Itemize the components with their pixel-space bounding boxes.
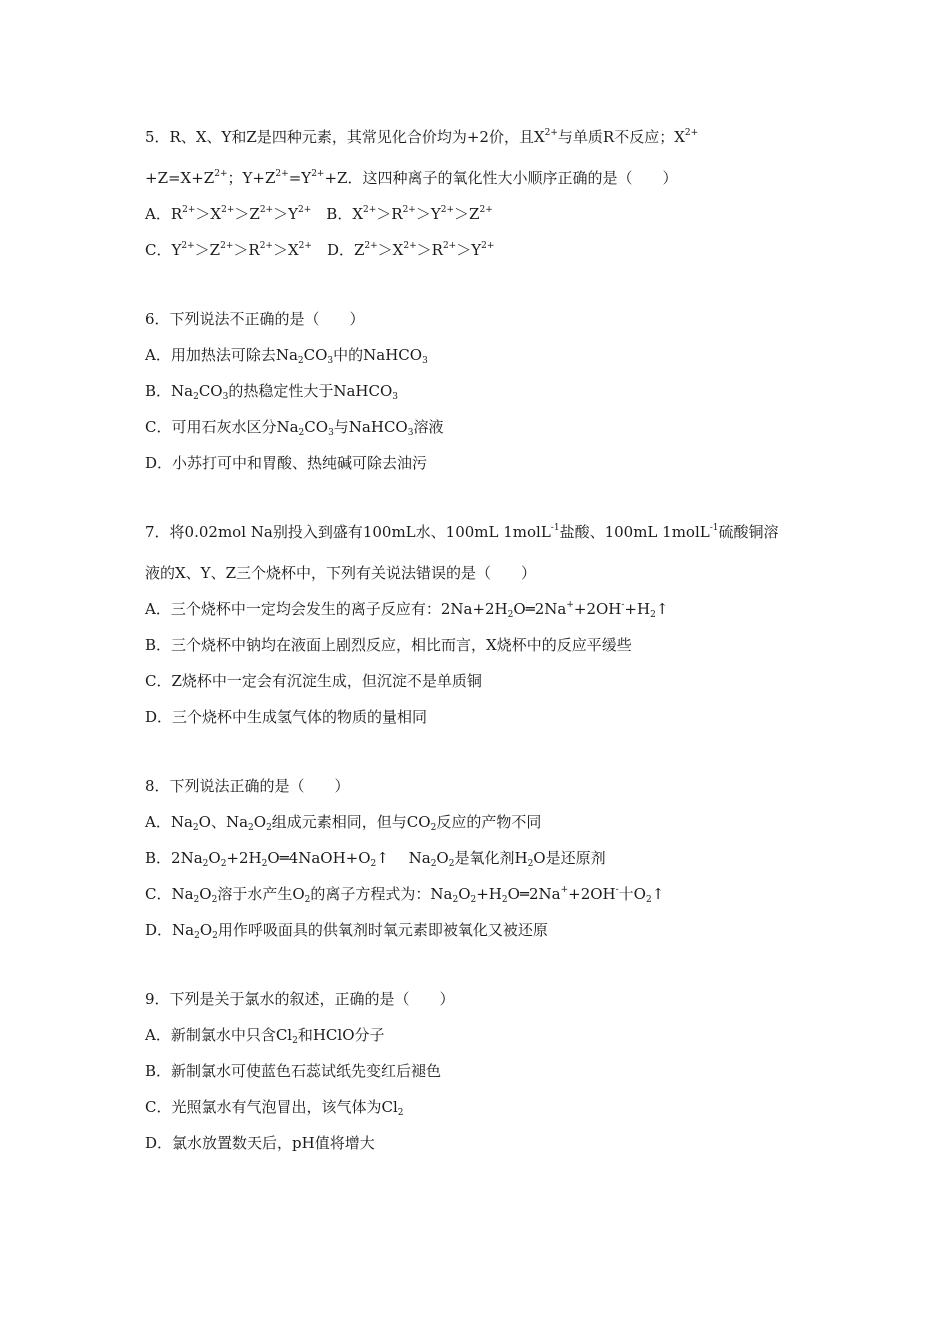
q9-option-a: A．新制氯水中只含$Cl_2$和HClO分子 xyxy=(145,1026,385,1046)
q5-stem-line2: $+Z=X+Z^{2+}$；$Y+Z^{2+}=Y^{2+}+Z$．这四种离子的氧化性大小顺序正确的是（ ） xyxy=(145,169,678,187)
q9-option-d: D．氯水放置数天后，pH值将增大 xyxy=(145,1134,375,1152)
q7-option-b: B．三个烧杯中钠均在液面上剧烈反应，相比而言，X烧杯中的反应平缓些 xyxy=(145,636,632,654)
q7-stem-line2: 液的X、Y、Z三个烧杯中，下列有关说法错误的是（ ） xyxy=(145,564,537,582)
q8-stem: 8．下列说法正确的是（ ） xyxy=(145,777,350,795)
q8-option-d: D．$Na_2O_2$用作呼吸面具的供氧剂时氧元素即被氧化又被还原 xyxy=(145,921,548,941)
q8-option-c: C．$Na_2O_2$溶于水产生$O_2$的离子方程式为：$Na_2O_2+H_2O═2Na^++2OH^-$十$O_2↑$ xyxy=(145,885,665,905)
q6-option-b: B．$Na_2CO_3$的热稳定性大于NaHCO$_3$ xyxy=(145,382,399,402)
q9-option-b: B．新制氯水可使蓝色石蕊试纸先变红后褪色 xyxy=(145,1062,442,1080)
q7-option-a: A．三个烧杯中一定均会发生的离子反应有：$2Na+2H_2O═2Na^++2OH^-+H_2↑$ xyxy=(145,600,669,620)
q6-option-a: A．用加热法可除去$Na_2CO_3$中的NaHCO$_3$ xyxy=(145,346,428,366)
q7-option-c: C．Z烧杯中一定会有沉淀生成，但沉淀不是单质铜 xyxy=(145,672,482,690)
q5-stem-line1: 5．R、X、Y和Z是四种元素，其常见化合价均为+2价，且$X^{2+}$与单质R不反应；$X^{2+}$ xyxy=(145,128,699,146)
q7-stem-line1: 7．将0.02mol Na别投入到盛有100mL水、100mL 1molL$^{-1}$盐酸、100mL 1molL$^{-1}$硫酸铜溶 xyxy=(145,523,779,541)
q6-option-c: C．可用石灰水区分$Na_2CO_3$与NaHCO$_3$溶液 xyxy=(145,418,444,438)
q9-stem: 9．下列是关于氯水的叙述，正确的是（ ） xyxy=(145,990,455,1008)
q8-option-a: A．$Na_2O$、$Na_2O_2$组成元素相同，但与$CO_2$反应的产物不同 xyxy=(145,813,542,833)
q6-option-d: D．小苏打可中和胃酸、热纯碱可除去油污 xyxy=(145,454,428,472)
q6-stem: 6．下列说法不正确的是（ ） xyxy=(145,310,365,328)
q8-option-b: B．$2Na_2O_2+2H_2O═4NaOH+O_2↑$ $Na_2O_2$是氧化剂$H_2O$是还原剂 xyxy=(145,849,606,869)
q5-options-ab: A．$R^{2+}>X^{2+}>Z^{2+}>Y^{2+}$ B．$X^{2+}>R^{2+}>Y^{2+}>Z^{2+}$ xyxy=(145,205,493,223)
q7-option-d: D．三个烧杯中生成氢气体的物质的量相同 xyxy=(145,708,428,726)
q5-options-cd: C．$Y^{2+}>Z^{2+}>R^{2+}>X^{2+}$ D．$Z^{2+}>X^{2+}>R^{2+}>Y^{2+}$ xyxy=(145,241,495,259)
q9-option-c: C．光照氯水有气泡冒出，该气体为$Cl_2$ xyxy=(145,1098,404,1118)
